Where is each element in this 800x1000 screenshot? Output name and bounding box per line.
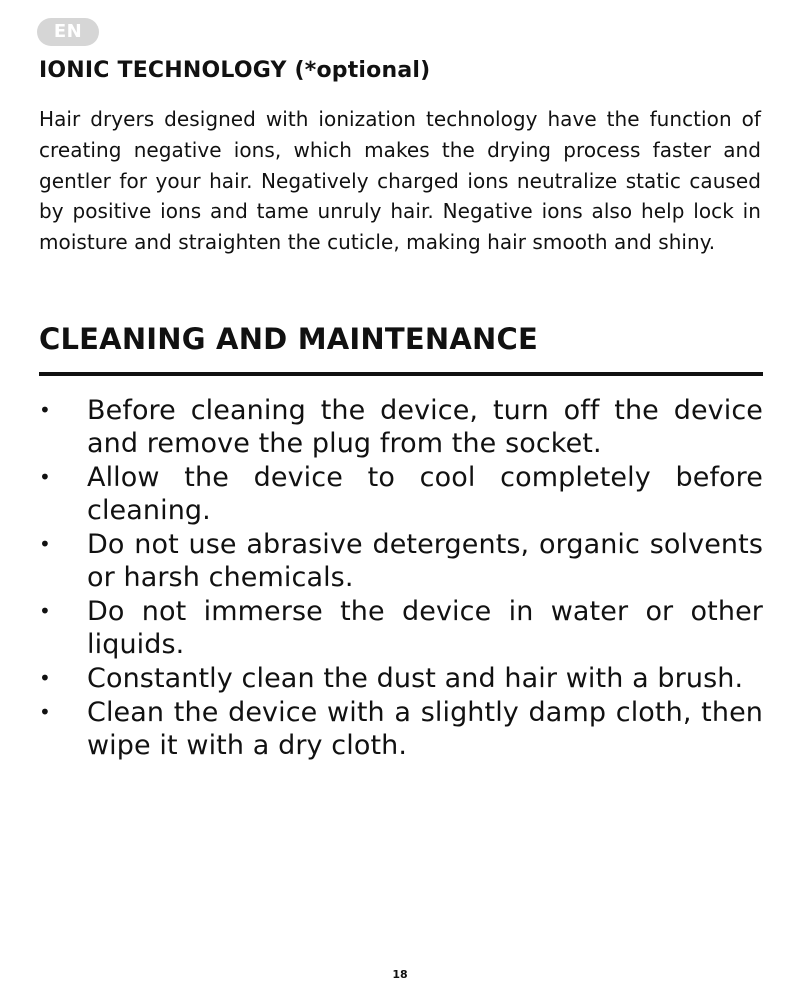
ionic-technology-paragraph: Hair dryers designed with ionization technology have the function of creating negative ions, which makes the drying process faster and gentler for your hair. Negatively charged ions neutralize static caused by positive ions and tame unruly hair. Negative ions also help lock in moisture and straighten the cuticle, making hair smooth and shiny. <box>39 107 761 255</box>
list-item <box>39 461 763 527</box>
list-item <box>39 528 763 594</box>
bullet-icon: • <box>39 599 51 623</box>
page-number: 18 <box>392 968 408 981</box>
list-item-text: Do not immerse the device in water or other liquids. <box>87 596 763 660</box>
cleaning-maintenance-heading: CLEANING AND MAINTENANCE <box>39 322 538 356</box>
list-item <box>39 595 763 661</box>
ionic-technology-heading: IONIC TECHNOLOGY (*optional) <box>39 58 431 83</box>
list-item <box>39 394 763 460</box>
bullet-icon: • <box>39 700 51 724</box>
bullet-icon: • <box>39 532 51 556</box>
list-item-text: Allow the device to cool completely before cleaning. <box>87 462 763 526</box>
list-item-text: Clean the device with a slightly damp cloth, then wipe it with a dry cloth. <box>87 697 763 761</box>
bullet-icon: • <box>39 398 51 422</box>
heading-divider <box>39 372 763 376</box>
language-badge: EN <box>37 18 99 46</box>
list-item <box>39 696 763 762</box>
list-item-text: Constantly clean the dust and hair with a brush. <box>87 663 744 694</box>
list-item-text: Do not use abrasive detergents, organic solvents or harsh chemicals. <box>87 529 763 593</box>
cleaning-instructions-list <box>39 394 763 763</box>
list-item <box>39 662 763 695</box>
bullet-icon: • <box>39 666 51 690</box>
bullet-icon: • <box>39 465 51 489</box>
list-item-text: Before cleaning the device, turn off the device and remove the plug from the socket. <box>87 395 763 459</box>
